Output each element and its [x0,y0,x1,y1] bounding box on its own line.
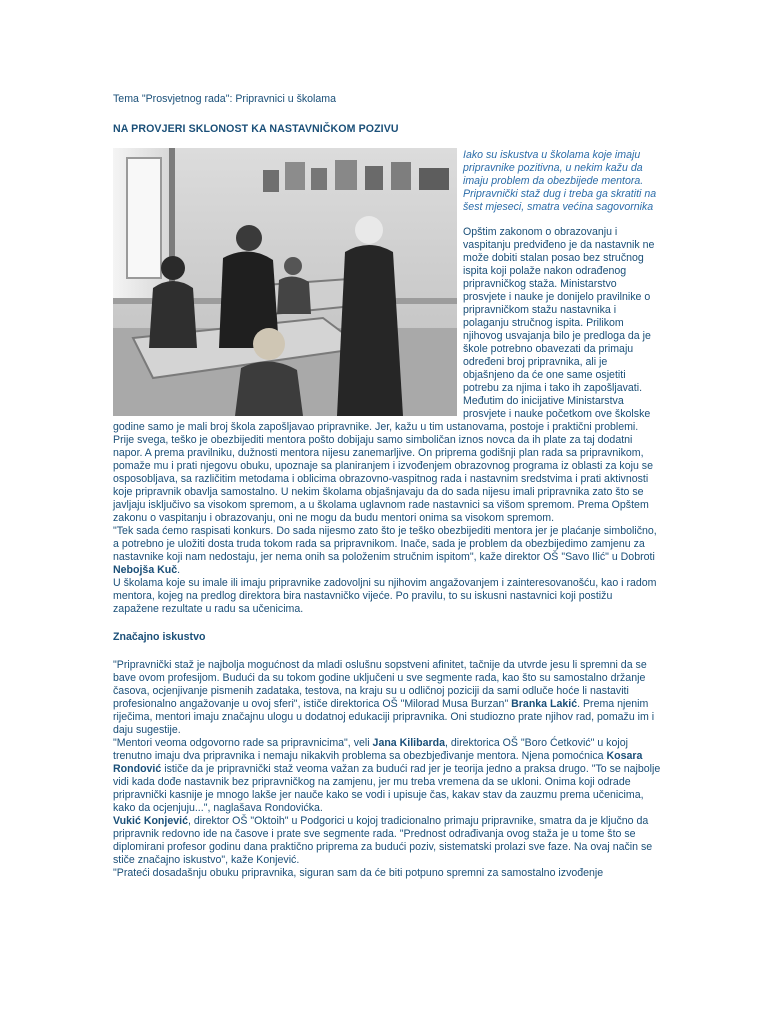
person-name: Jana Kilibarda [372,737,445,749]
article-paragraph-2: Međutim do inicijative Ministarstva prosvjete i nauke početkom ove školske godine samo je mali broj škola zapošljavao pripravnike. Jer, kažu u tim ustanovama, postoje i praktični problemi. Prije svega, teško je obezbijediti mentora pošto dobijaju samo simboličan iznos novca da ih plate za taj dodatni napor. A prema pravilniku, dužnosti mentora nijesu zanemarljive. On priprema godišnji plan rada sa pripravnikom, pomaže mu i prati njegovu obuku, upoznaje sa planiranjem i izvođenjem obrazovnog programa iz oblasti za koju se osposobljava, sa različitim metodama i oblicima obrazovno-vaspitnog rada i nastavnim sredstvima i prati aktivnosti koje pripravnik obavlja samostalno. U nekim školama objašnjavaju da do sada nijesu imali pripravnika zato što se javljaju isključivo sa visokom spremom, a u školama uglavnom rade nastavnici sa višom spremom. Prema Opštem zakonu o vaspitanju i obrazovanju, oni ne mogu da budu mentori onima sa visokom spremom. [113,395,653,524]
article-caption: Iako su iskustva u školama koje imaju pripravnike pozitivna, u nekim kažu da imaju problem da obezbijede mentora. Pripravnički staž dug i treba ga skratiti na šest mjeseci, smatra većina sagovornika [463,149,657,213]
quote-3 [113,815,661,867]
article-intro: Opštim zakonom o obrazovanju i vaspitanju predviđeno je da nastavnik ne može dobiti stalan posao bez stručnog ispita koji polaže nakon odrađenog pripravničkog staža. Ministarstvo prosvjete i nauke je donijelo pravilnike o pripravničkom stažu nastavnika i polaganju stručnog ispita. Prilikom njihovog usvajanja bilo je predloga da je škole potrebno obavezati da primaju određeni broj pripravnika, ali je objašnjeno da će one same osjetiti potrebu za njima i tako ih zapošljavati. [463,226,655,394]
quote-2-mid: , direktorica OŠ "Boro Ćetković" u kojoj trenutno imaju dva pripravnika i nemaju nikakvih problema sa obezbjeđivanje mentora. Njena pomoćnica [113,737,628,762]
quote-4: "Prateći dosadašnju obuku pripravnika, siguran sam da će biti potpuno spremni za samostalno izvođenje [113,867,604,879]
classroom-photo [113,148,457,416]
person-name: Branka Lakić [511,698,578,710]
paragraph-3-end: . [177,564,181,576]
article-topic: Tema "Prosvjetnog rada": Pripravnici u školama [113,93,337,105]
quote-2-start: "Mentori veoma odgovorno rade sa pripravnicima", veli [113,737,373,749]
article-paragraph-3 [113,525,661,577]
article [113,93,661,880]
quote-1-text: "Pripravnički staž je najbolja mogućnost da mladi oslušnu sopstveni afinitet, tačnije da utvrde jesu li spremni da se bave ovom profesijom. Budući da su tokom godine uključeni u sve segmente rada, kao što su samostalno držanje časova, ocjenjivanje pismenih zadataka, testova, na kraju su u odličnoj poziciji da sami odluče hoće li nastaviti profesionalno angažovanje u ovoj sferi", ističe direktorica OŠ "Milorad Musa Burzan" [113,659,647,710]
quote-2-end: ističe da je pripravnički staž veoma važan za budući rad jer je teorija jedno a praksa drugo. "To se najbolje vidi kada dođe nastavnik bez pripravničkog na zamjenu, jer mu treba vremena da se ukloni. Onima koji odrade pripravnički kasnije je mnogo lakše jer nauče kako se vodi i upisuje čas, kakav stav da zauzmu prema učenicima, kako da ocjenjuju...", naglašava Rondovićka. [113,763,661,814]
quote-1-end: . Prema njenim riječima, mentori imaju značajnu ulogu u dodatnoj edukaciji pripravnika. Oni studiozno prate njihov rad, pomažu im i daju sugestije. [113,698,655,736]
classroom-photo-icon [113,148,457,416]
quote-1 [113,659,661,737]
quote-3-text: , direktor OŠ "Oktoih" u Podgorici u kojoj tradicionalno primaju pripravnike, smatra da je ključno da pripravnik redovno ide na časove i prate sve segmente rada. "Prednost odrađivanja ovog staža je u tome što se diplomirani profesor godinu dana praktično priprema za budući poziv, sistematski prolazi sve faze. Na ovaj način se stiče značajno iskustvo", kaže Konjević. [113,815,653,866]
article-headline: NA PROVJERI SKLONOST KA NASTAVNIČKOM POZIVU [113,123,399,135]
quote-2 [113,737,661,815]
article-paragraph-4: U školama koje su imale ili imaju pripravnike zadovoljni su njihovim angažovanjem i zainteresovanošću, kao i radom mentora, kojeg na predlog direktora bira nastavničko vijeće. Po pravilu, to su iskusni nastavnici koji postižu zapažene rezultate u radu sa učenicima. [113,577,657,615]
section-heading: Značajno iskustvo [113,631,206,643]
person-name: Nebojša Kuč [113,564,178,576]
paragraph-3-text: "Tek sada ćemo raspisati konkurs. Do sada nijesmo zato što je teško obezbijediti mentora jer je plaćanje simbolično, a potrebno je uložiti dosta truda tokom rada sa pripravnikom. Inače, sada je problem da obezbijedimo zamjenu za nastavnike koji nam nedostaju, jer nema onih sa položenim stručnim ispitom", kaže direktor OŠ "Savo Ilić" u Dobroti [113,525,657,563]
person-name: Vukić Konjević [113,815,188,827]
person-name: Kosara Rondović [113,750,643,775]
